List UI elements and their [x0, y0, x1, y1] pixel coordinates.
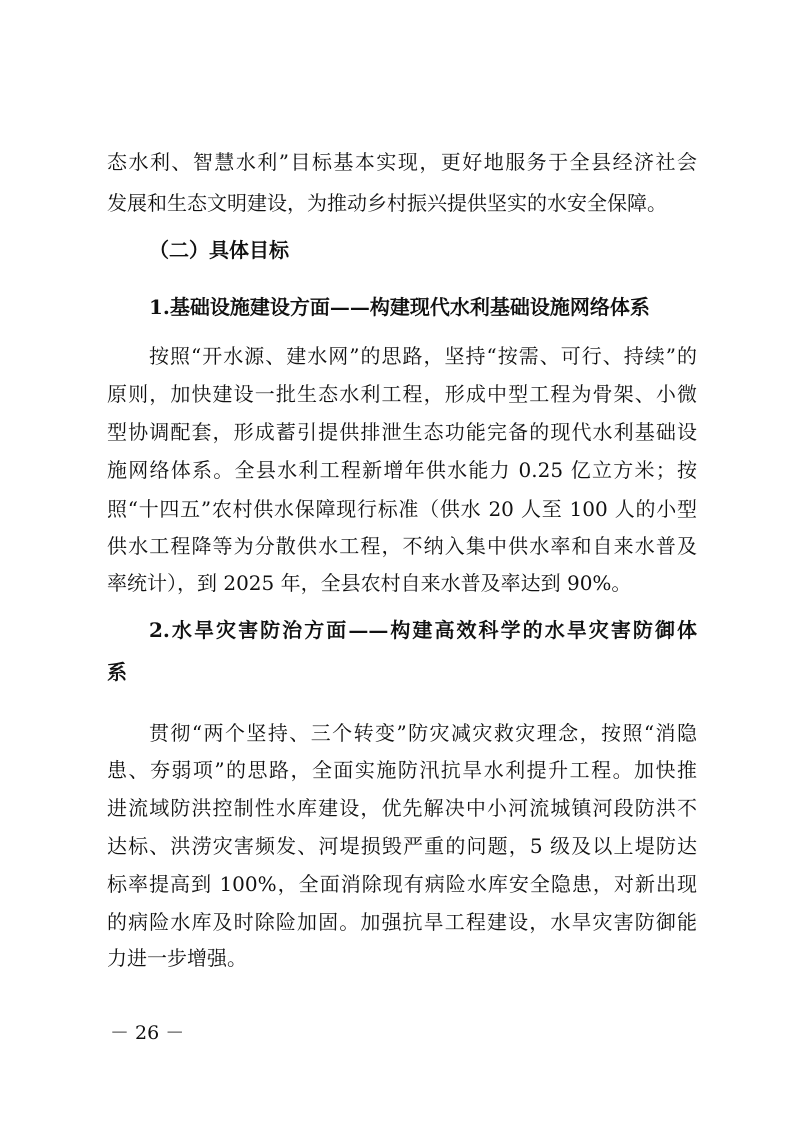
- subsection-heading-1: 1.基础设施建设方面——构建现代水利基础设施网络体系: [149, 295, 650, 319]
- paragraph-line: 力进一步增强。: [107, 946, 247, 970]
- page-number: － 26 －: [110, 1022, 185, 1044]
- paragraph-line: 施网络体系。全县水利工程新增年供水能力 0.25 亿立方米；按: [107, 458, 697, 482]
- paragraph-line: 照“十四五”农村供水保障现行标准（供水 20 人至 100 人的小型: [107, 497, 697, 521]
- section-heading: （二）具体目标: [149, 238, 289, 262]
- subsection-heading-2-cont: 系: [107, 660, 127, 684]
- paragraph-line: 达标、洪涝灾害频发、河堤损毁严重的问题，5 级及以上堤防达: [107, 834, 697, 858]
- paragraph-line: 原则，加快建设一批生态水利工程，形成中型工程为骨架、小微: [107, 382, 697, 406]
- paragraph-line: 供水工程降等为分散供水工程，不纳入集中供水率和自来水普及: [107, 534, 697, 558]
- subsection-heading-2: 2.水旱灾害防治方面——构建高效科学的水旱灾害防御体: [149, 618, 697, 642]
- paragraph-line: 标率提高到 100%，全面消除现有病险水库安全隐患，对新出现: [107, 872, 697, 896]
- paragraph-line: 进流域防洪控制性水库建设，优先解决中小河流城镇河段防洪不: [107, 796, 697, 820]
- paragraph-line: 按照“开水源、建水网”的思路，坚持“按需、可行、持续”的: [149, 344, 697, 368]
- paragraph-line: 型协调配套，形成蓄引提供排泄生态功能完备的现代水利基础设: [107, 420, 697, 444]
- paragraph-line: 的病险水库及时除险加固。加强抗旱工程建设，水旱灾害防御能: [107, 910, 697, 934]
- paragraph-line: 率统计），到 2025 年，全县农村自来水普及率达到 90%。: [107, 571, 632, 595]
- paragraph-line: 发展和生态文明建设，为推动乡村振兴提供坚实的水安全保障。: [107, 191, 667, 215]
- paragraph-line: 态水利、智慧水利”目标基本实现，更好地服务于全县经济社会: [107, 150, 697, 174]
- paragraph-line: 贯彻“两个坚持、三个转变”防灾减灾救灾理念，按照“消隐: [149, 721, 697, 745]
- paragraph-line: 患、夯弱项”的思路，全面实施防汛抗旱水利提升工程。加快推: [107, 758, 697, 782]
